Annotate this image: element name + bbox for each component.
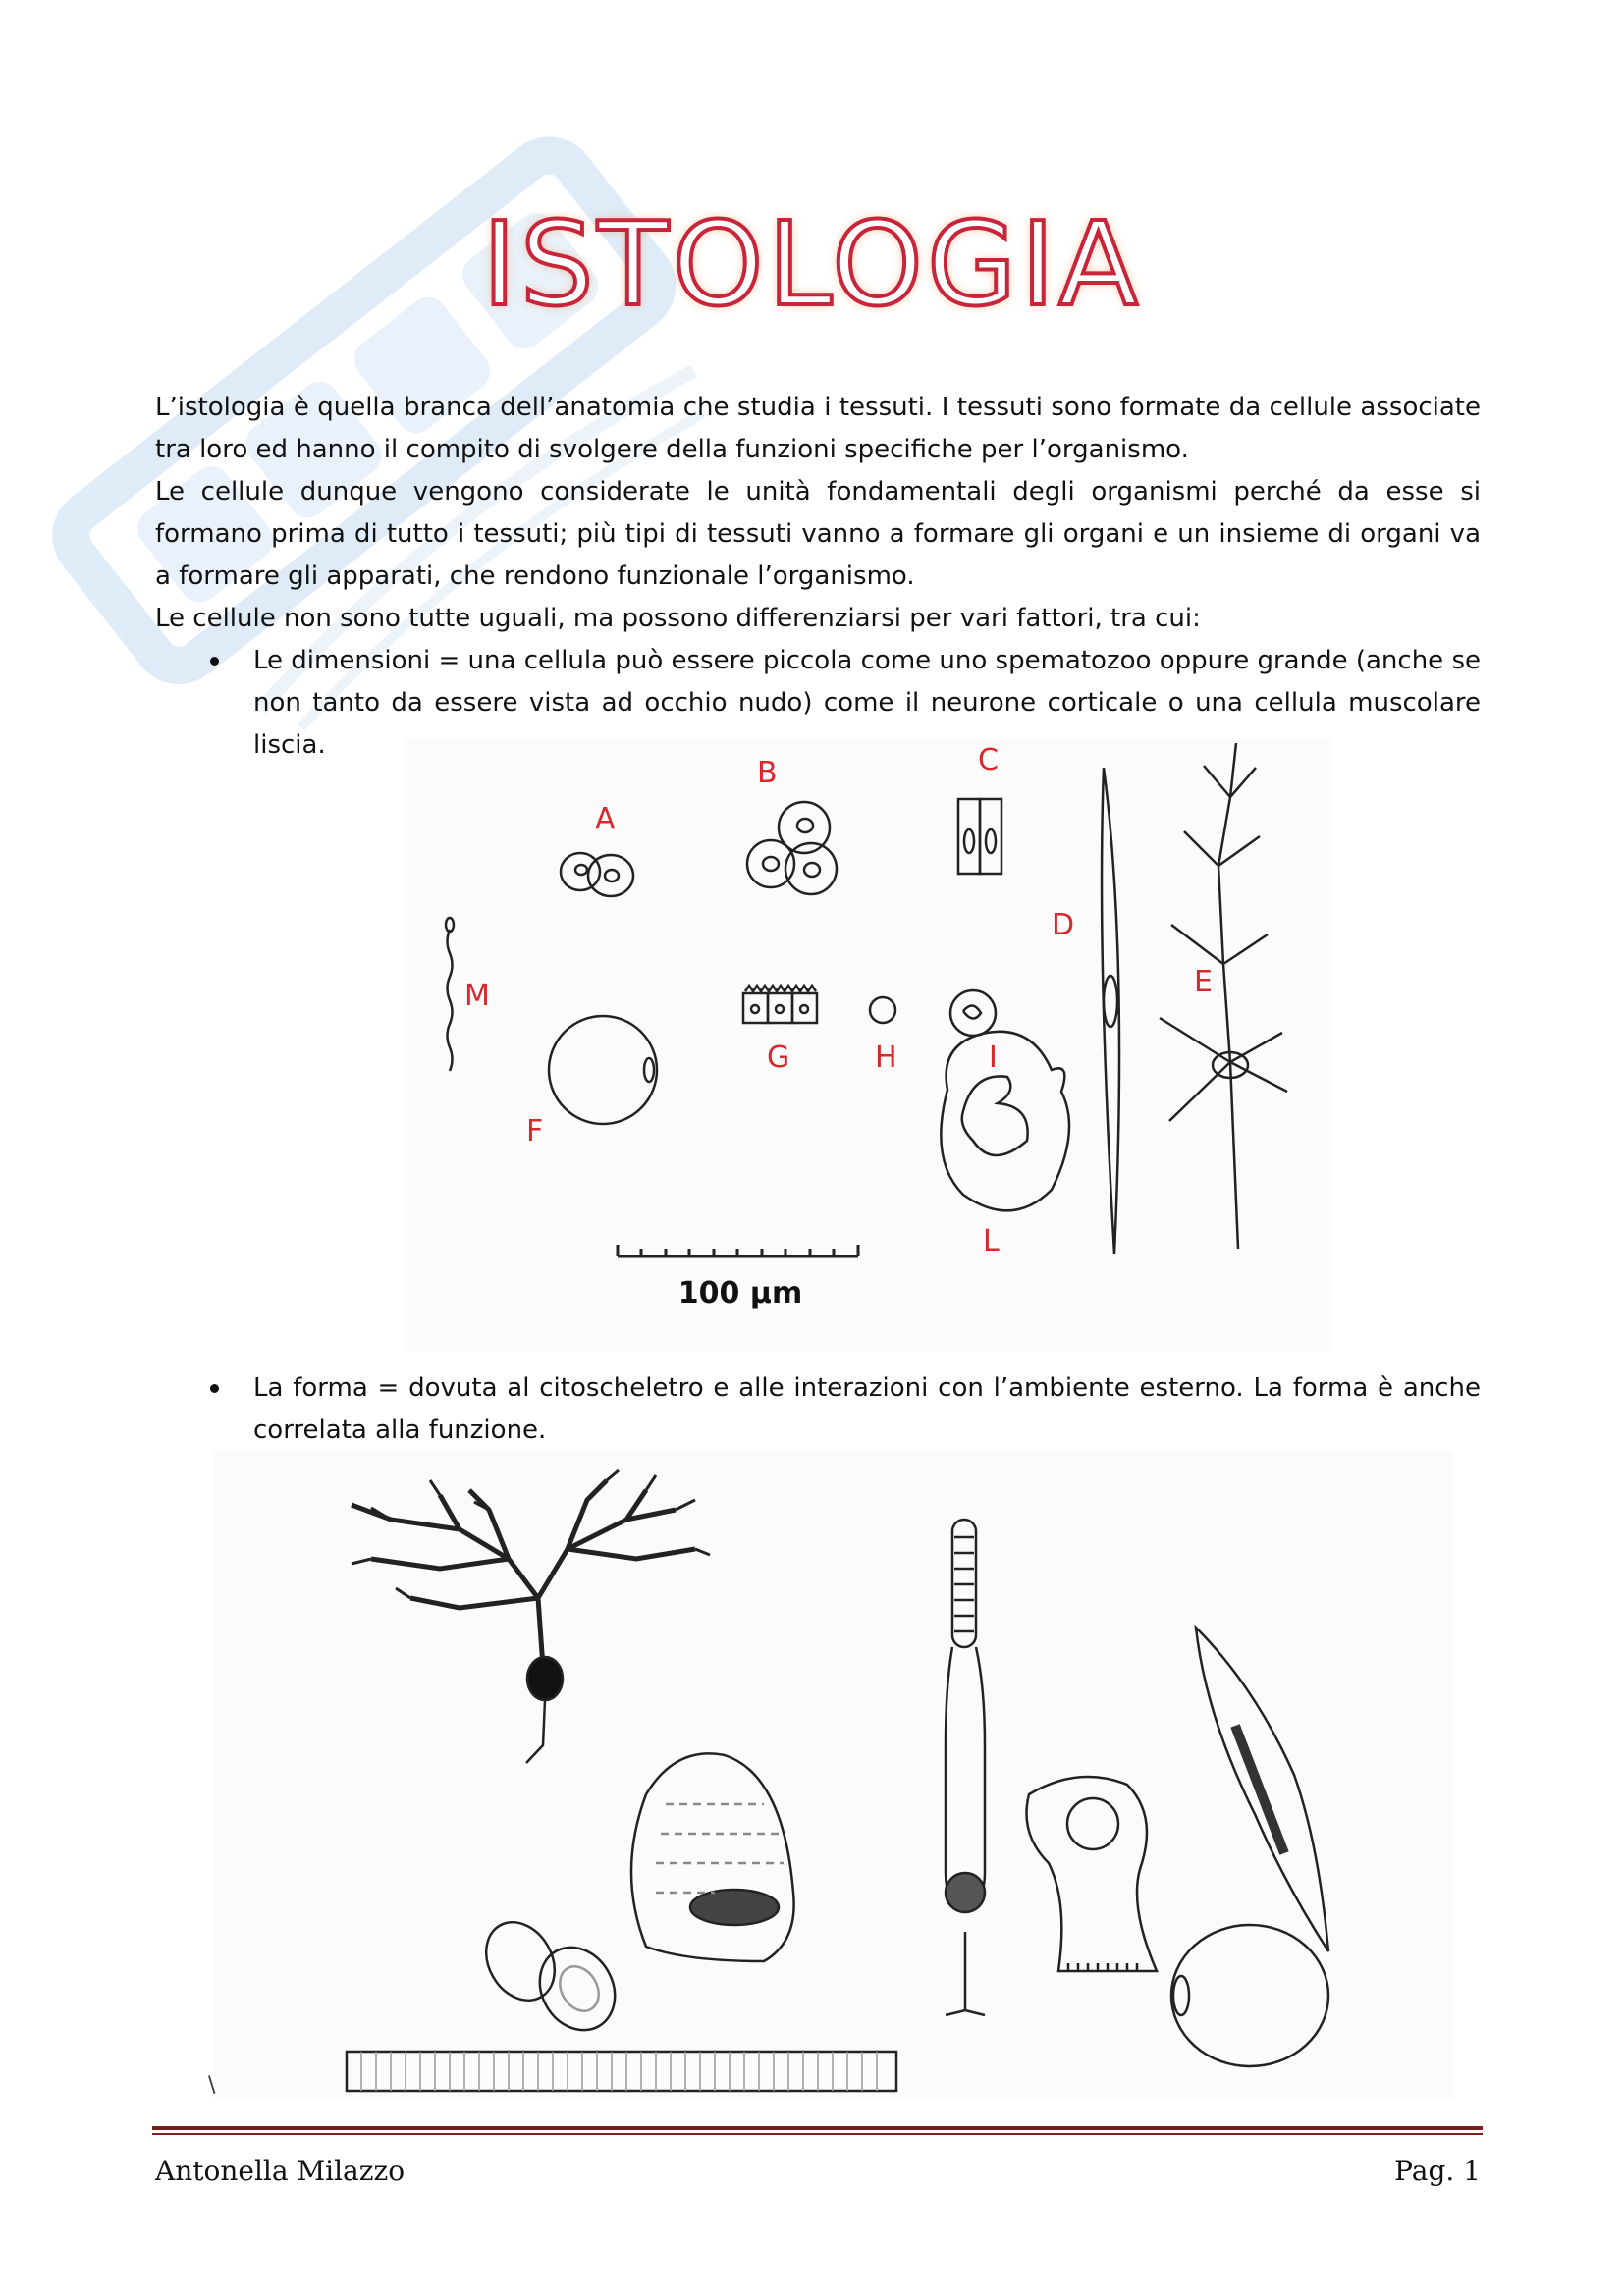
- label-h: H: [875, 1041, 897, 1075]
- rod-cell: [946, 1520, 985, 2015]
- bullet-dot: [210, 1384, 219, 1393]
- goblet-cell: [631, 1753, 794, 1961]
- label-m: M: [464, 979, 490, 1013]
- scale-bar: [618, 1245, 858, 1256]
- label-e: E: [1194, 965, 1213, 999]
- intro-text: [155, 387, 1481, 767]
- footer-rule: [152, 2126, 1483, 2130]
- bullet-text-shape: La forma = dovuta al citoscheletro e alle interazioni con l’ambiente esterno. La forma è anche correlata alla funzione.: [253, 1373, 1481, 1445]
- cell-size-drawing: [404, 738, 1331, 1352]
- smooth-muscle-cell: [1196, 1628, 1328, 1951]
- label-c: C: [978, 743, 999, 777]
- footer-rule-thin: [152, 2133, 1483, 2135]
- bullet-dot: [210, 657, 219, 666]
- cell-shape-figure: [214, 1451, 1453, 2099]
- red-blood-cells: [472, 1910, 629, 2044]
- scale-label: 100 µm: [677, 1276, 803, 1310]
- cell-size-figure: [404, 738, 1331, 1352]
- paragraph-3: Le cellule non sono tutte uguali, ma possono differenziarsi per vari fattori, tra cui:: [155, 604, 1201, 633]
- skeletal-muscle-fiber: [347, 2052, 896, 2091]
- shape-section: [155, 1367, 1481, 1452]
- label-g: G: [767, 1041, 790, 1075]
- footer-page-number: Pag. 1: [1394, 2155, 1481, 2187]
- label-b: B: [757, 756, 778, 790]
- flask-cell: [1027, 1777, 1158, 1971]
- bullet-text-dimensions: Le dimensioni = una cellula può essere piccola come uno spematozoo oppure grande (anche se non tanto da essere vista ad occhio nudo) come il neurone corticale o una cellula muscolare liscia.: [253, 646, 1481, 760]
- purkinje-cell: [352, 1470, 710, 1763]
- paragraph-1: L’istologia è quella branca dell’anatomia che studia i tessuti. I tessuti sono formate da cellule associate tra loro ed hanno il compito di svolgere della funzioni specifiche per l’organismo.: [155, 393, 1481, 464]
- label-a: A: [595, 802, 616, 836]
- page-title: ISTOLOGIA: [481, 196, 1143, 332]
- label-f: F: [526, 1114, 544, 1148]
- stray-mark: \: [208, 2073, 216, 2098]
- adipocyte: [1171, 1925, 1328, 2066]
- bullet-shape: [155, 1367, 1481, 1452]
- cell-shape-drawing: [214, 1451, 1453, 2099]
- label-d: D: [1052, 908, 1075, 942]
- footer-author: Antonella Milazzo: [155, 2155, 406, 2187]
- paragraph-2: Le cellule dunque vengono considerate le unità fondamentali degli organismi perché da esse si formano prima di tutto i tessuti; più tipi di tessuti vanno a formare gli organi e un insieme di organi va a formare gli apparati, che rendono funzionale l’organismo.: [155, 477, 1481, 591]
- label-i: I: [989, 1041, 998, 1075]
- label-l: L: [983, 1224, 1000, 1258]
